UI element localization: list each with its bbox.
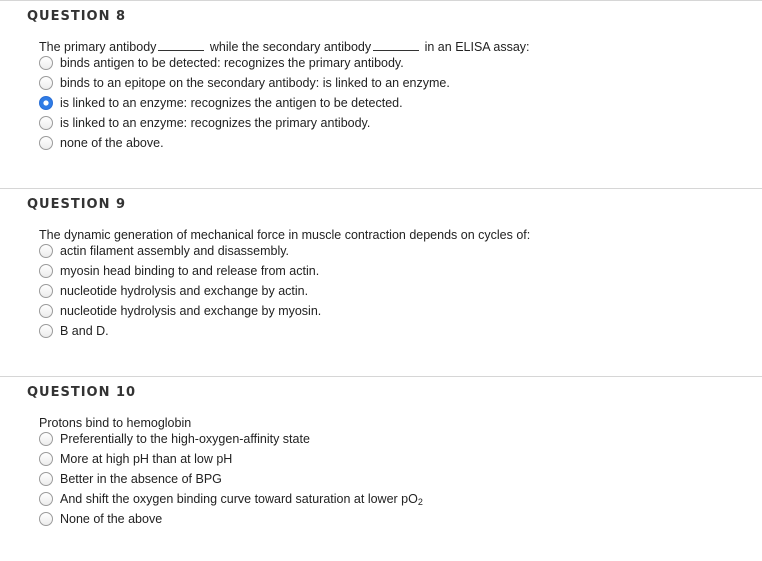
answer-blank [373,40,419,51]
answer-option-e[interactable] [39,134,164,152]
question-9 [0,188,762,377]
radio-button[interactable] [39,116,53,130]
radio-button[interactable] [39,452,53,466]
radio-button[interactable] [39,472,53,486]
radio-button[interactable] [39,136,53,150]
question-prompt [39,40,530,54]
option-label: None of the above [60,512,163,526]
radio-button[interactable] [39,492,53,506]
question-prompt: Protons bind to hemoglobin [39,416,192,430]
answer-blank [158,40,204,51]
answer-option-c[interactable] [39,282,308,300]
option-label: binds to an epitope on the secondary antibody: is linked to an enzyme. [60,76,450,90]
answer-option-c[interactable] [39,94,403,112]
option-label: is linked to an enzyme: recognizes the antigen to be detected. [60,96,403,110]
question-title: QUESTION 8 [27,9,127,24]
radio-button[interactable] [39,56,53,70]
radio-button[interactable] [39,264,53,278]
option-label [60,492,423,507]
answer-option-d[interactable] [39,114,370,132]
radio-button[interactable] [39,284,53,298]
option-label: myosin head binding to and release from actin. [60,264,320,278]
subscript: 2 [417,496,423,507]
option-label: Better in the absence of BPG [60,472,222,486]
option-label: Preferentially to the high-oxygen-affinity state [60,432,310,446]
radio-button[interactable] [39,324,53,338]
answer-option-b[interactable] [39,262,319,280]
radio-button[interactable] [39,304,53,318]
answer-option-d[interactable] [39,302,321,320]
option-text: And shift the oxygen binding curve toward saturation at lower pO [60,491,418,506]
question-prompt: The dynamic generation of mechanical force in muscle contraction depends on cycles of: [39,228,531,242]
prompt-text-part3: in an ELISA assay: [424,40,530,54]
answer-option-e[interactable] [39,510,162,528]
answer-option-a[interactable] [39,430,310,448]
radio-button[interactable] [39,76,53,90]
option-label: binds antigen to be detected: recognizes the primary antibody. [60,56,404,70]
answer-option-b[interactable] [39,450,232,468]
radio-button[interactable] [39,244,53,258]
answer-option-b[interactable] [39,74,450,92]
option-label: nucleotide hydrolysis and exchange by actin. [60,284,309,298]
question-8 [0,0,762,189]
option-label: is linked to an enzyme: recognizes the primary antibody. [60,116,371,130]
option-label: B and D. [60,324,109,338]
option-label: More at high pH than at low pH [60,452,233,466]
radio-button[interactable] [39,432,53,446]
prompt-text-part2: while the secondary antibody [209,40,372,54]
answer-option-c[interactable] [39,470,222,488]
answer-option-a[interactable] [39,242,289,260]
answer-option-d[interactable] [39,490,423,508]
radio-button-selected[interactable] [39,96,53,110]
prompt-text-part1: The primary antibody [39,40,157,54]
question-title: QUESTION 10 [27,385,137,400]
option-label: nucleotide hydrolysis and exchange by myosin. [60,304,322,318]
question-10 [0,376,762,561]
option-label: actin filament assembly and disassembly. [60,244,290,258]
question-title: QUESTION 9 [27,197,127,212]
option-label: none of the above. [60,136,164,150]
radio-button[interactable] [39,512,53,526]
answer-option-a[interactable] [39,54,404,72]
answer-option-e[interactable] [39,322,109,340]
